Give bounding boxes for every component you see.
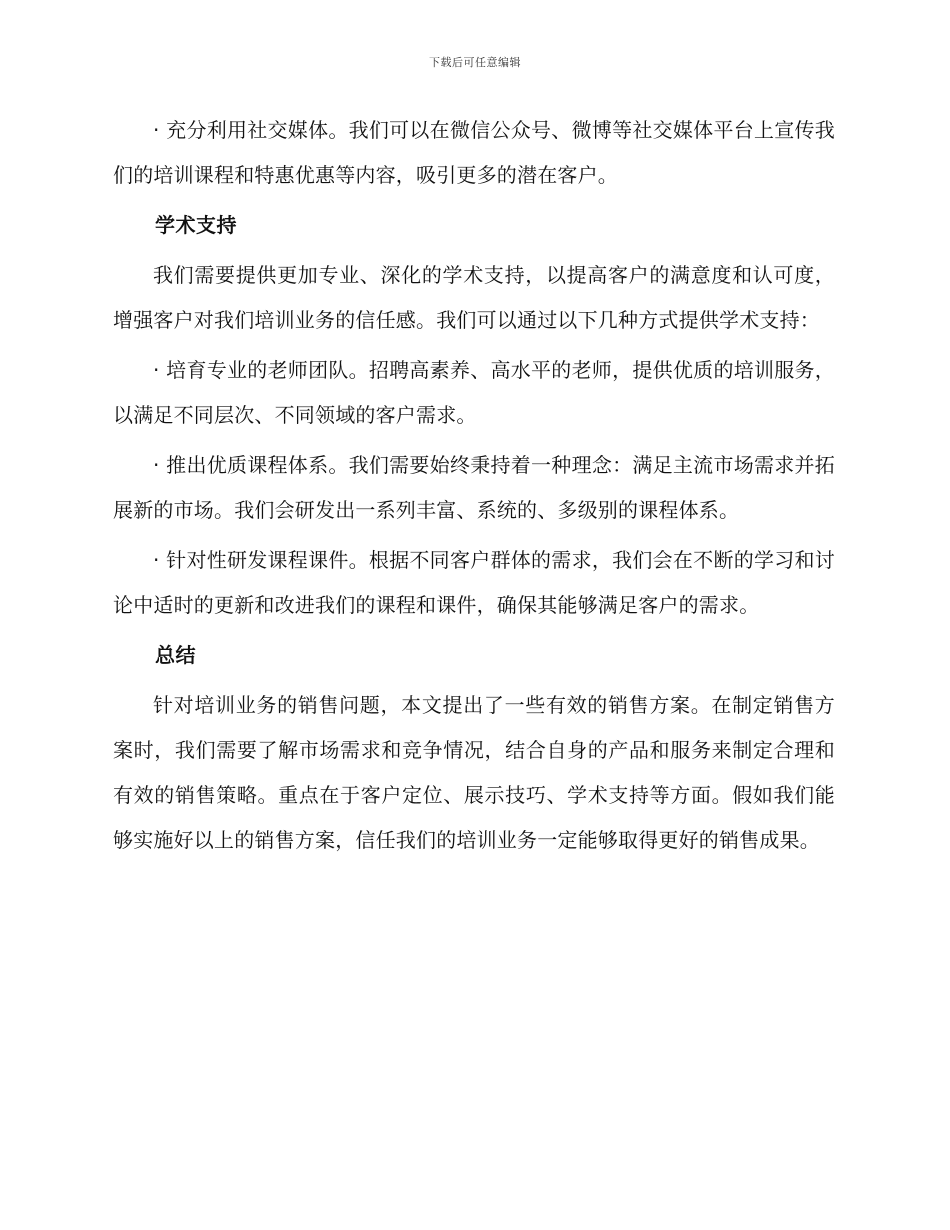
- paragraph-teachers: · 培育专业的老师团队。招聘高素养、高水平的老师，提供优质的培训服务，以满足不同层次、不同领域的客户需求。: [113, 358, 835, 427]
- paragraph-academic-intro: 我们需要提供更加专业、深化的学术支持，以提高客户的满意度和认可度，增强客户对我们培训业务的信任感。我们可以通过以下几种方式提供学术支持：: [113, 263, 835, 332]
- paragraph-courses: · 推出优质课程体系。我们需要始终秉持着一种理念：满足主流市场需求并拓展新的市场。我们会研发出一系列丰富、系统的、多级别的课程体系。: [113, 453, 835, 522]
- heading-academic-support: 学术支持: [155, 213, 237, 237]
- paragraph-courseware: · 针对性研发课程课件。根据不同客户群体的需求，我们会在不断的学习和讨论中适时的更新和改进我们的课程和课件，确保其能够满足客户的需求。: [113, 548, 835, 617]
- paragraph-social-media: · 充分利用社交媒体。我们可以在微信公众号、微博等社交媒体平台上宣传我们的培训课程和特惠优惠等内容，吸引更多的潜在客户。: [113, 118, 835, 187]
- heading-summary: 总结: [155, 643, 196, 667]
- document-body: [113, 108, 835, 868]
- header-note: 下载后可任意编辑: [429, 56, 521, 69]
- paragraph-summary: 针对培训业务的销售问题，本文提出了一些有效的销售方案。在制定销售方案时，我们需要了解市场需求和竞争情况，结合自身的产品和服务来制定合理和有效的销售策略。重点在于客户定位、展示技巧、学术支持等方面。假如我们能够实施好以上的销售方案，信任我们的培训业务一定能够取得更好的销售成果。: [113, 693, 835, 852]
